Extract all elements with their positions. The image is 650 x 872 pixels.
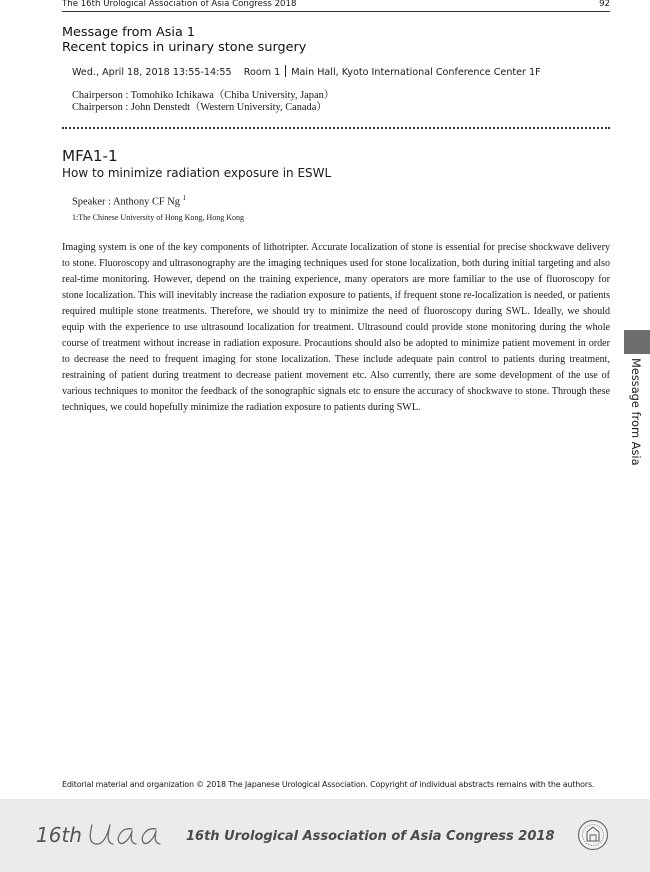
abstract-block [62, 147, 610, 416]
section-tab-text: Message from Asia [629, 358, 643, 466]
dotted-divider [62, 127, 610, 129]
session-room: Room 1 [243, 67, 281, 78]
uaa-logo-icon [86, 817, 166, 851]
chairperson-1: Chairperson : Tomohiko Ichikawa（Chiba University, Japan） [72, 90, 335, 101]
page-number: 92 [599, 0, 610, 9]
abstract-id: MFA1-1 [62, 147, 118, 165]
session-label: Message from Asia 1 [62, 25, 196, 40]
affiliation: 1:The Chinese University of Hong Kong, Hong Kong [72, 213, 244, 223]
chairperson-2: Chairperson : John Denstedt（Western University, Canada） [72, 102, 327, 113]
section-tab-label [624, 358, 648, 468]
abstract-body: Imaging system is one of the key components of lithotripter. Accurate localization of stone is essential for precise shockwave delivery to stone. Fluoroscopy and ultrasonography are the imaging techniques used for stone localization, both during initial targeting and also real-time monitoring. However, depend on the training experience, many operators are more familiar to the use of fluoroscopy for stone localization. This will inevitably increase the radiation exposure to patients, if frequent stone re-localization is needed, or patients required multiple stone treatments. Therefore, we should try to minimize the need of fluoroscopy during SWL. Ideally, we should equip with the experience to use ultrasound localization for treatment. Ultrasound could provide stone monitoring during the whole course of treatment without increase in radiation exposure. Procautions should also be adopted to minimize patient movement in order to decrease the need to frequent imaging for stone localization. These include adequate pain control to patients during treatment, restraining of patient during treatment to decrease patient movement etc. Also currently, there are some development of the use of various techniques to monitor the feedback of the sonographic signals etc to ensure the accuracy of shockwave to stone. Through these techniques, we could hopefully minimize the radiation exposure to patients during SWL. [62, 242, 610, 414]
speaker-affiliation-mark: 1 [182, 194, 187, 202]
chairpersons [62, 90, 610, 114]
session-title: Recent topics in urinary stone surgery [62, 40, 307, 55]
session-time-venue [62, 65, 610, 79]
speaker-line [62, 192, 610, 208]
session-venue: Main Hall, Kyoto International Conference Center 1F [291, 67, 541, 78]
session-block [62, 25, 610, 114]
congress-seal-icon [577, 819, 609, 851]
section-tab-marker [624, 330, 650, 354]
copyright-note: Editorial material and organization © 2018 The Japanese Urological Association. Copyright of individual abstracts remains with the authors. [62, 780, 595, 789]
abstract-title: How to minimize radiation exposure in ESWL [62, 166, 332, 180]
running-head-title: The 16th Urological Association of Asia Congress 2018 [62, 0, 297, 9]
speaker-name: Speaker : Anthony CF Ng [72, 196, 180, 208]
session-datetime: Wed., April 18, 2018 13:55-14:55 [72, 67, 232, 78]
logo-number: 16th [36, 823, 82, 847]
running-head [62, 0, 610, 12]
separator-bar [285, 65, 286, 77]
congress-name: 16th Urological Association of Asia Congress 2018 [186, 829, 555, 844]
